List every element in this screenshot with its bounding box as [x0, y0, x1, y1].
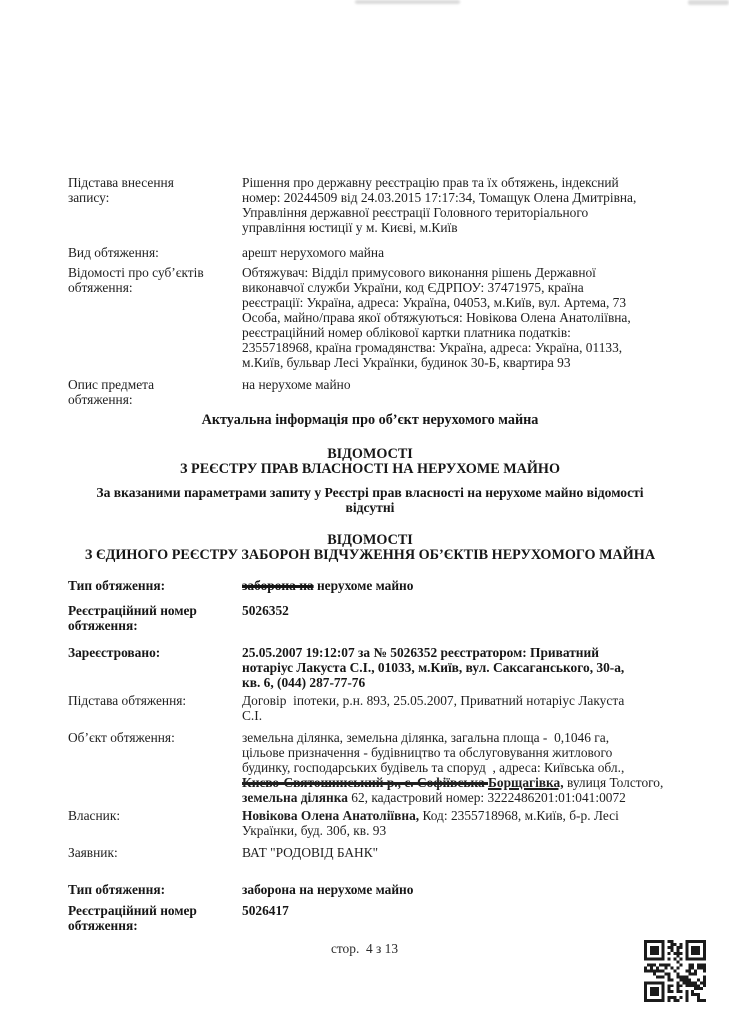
row-prohibition1-regnumber [68, 603, 672, 633]
field-value: земельна ділянка, земельна ділянка, загальна площа - 0,1046 га, цільове призначення - будівництво та обслуговування житлового будинку, господарських будівель та споруд , адреса: Київська обл., Києво-Святошинський р., с. Софіївська Борщагівка, вулиця Толстого, земельна ділянка 62, кадастровий номер: 3222486201:01:041:0072 [242, 730, 664, 805]
field-label: Вид обтяження: [68, 245, 159, 260]
field-label: Відомості про суб’єктів обтяження: [68, 265, 204, 295]
field-value: ВАТ "РОДОВІД БАНК" [242, 845, 379, 860]
heading-register-title: З РЕЄСТРУ ПРАВ ВЛАСНОСТІ НА НЕРУХОМЕ МАЙНО [180, 461, 560, 477]
field-value: 5026352 [242, 603, 289, 618]
field-label: Реєстраційний номер обтяження: [68, 603, 197, 633]
row-prohibition1-owner [68, 808, 672, 838]
field-label: Об’єкт обтяження: [68, 730, 175, 745]
no-records-note [68, 485, 672, 515]
field-label: Підстава внесення запису: [68, 175, 174, 205]
field-label: Реєстраційний номер обтяження: [68, 903, 197, 933]
field-value: арешт нерухомого майна [242, 245, 385, 260]
no-records-line: За вказаними параметрами запиту у Реєстрі прав власності на нерухоме майно відомості [96, 485, 644, 500]
scan-artifact-top-right [688, 0, 729, 5]
row-object-description [68, 377, 672, 407]
heading-prohibition-register [68, 533, 672, 563]
row-prohibition1-type [68, 578, 672, 593]
heading-vidomosti: ВІДОМОСТІ [327, 446, 413, 462]
row-subjects [68, 265, 672, 370]
heading-vidomosti: ВІДОМОСТІ [327, 532, 413, 548]
row-prohibition1-object [68, 730, 672, 805]
row-basis-entry [68, 175, 672, 235]
field-label: Зареєстровано: [68, 645, 161, 660]
field-value: заборона на нерухоме майно [242, 882, 414, 897]
qr-code-icon [644, 940, 706, 1002]
field-value: Обтяжувач: Відділ примусового виконання рішень Державної виконавчої служби України, код ЄДРПОУ: 37471975, країна реєстрації: Україна, адреса: Україна, 04053, м.Київ, вул. Артема, 73 Особа, майно/права якої обтяжуються: Новікова Олена Анатоліївна, реєстраційний номер облікової картки платника податків: 2355718968, країна громадянства: Україна, адреса: Україна, 01133, м.Київ, бульвар Лесі Українки, будинок 30-Б, квартира 93 [242, 265, 631, 370]
page-number: стор. 4 з 13 [330, 941, 399, 956]
field-label: Власник: [68, 808, 121, 823]
row-prohibition1-applicant [68, 845, 672, 860]
field-value: Рішення про державну реєстрацію прав та їх обтяжень, індексний номер: 20244509 від 24.03.2015 17:17:34, Томащук Олена Дмитрівна, Управління державної реєстрації Головного територіального управління юстиції у м. Києві, м.Київ [242, 175, 637, 235]
document-content [68, 175, 672, 933]
row-encumbrance-kind [68, 245, 672, 260]
scan-artifact-top-center [355, 0, 460, 4]
field-value: заборона на нерухоме майно [242, 578, 414, 593]
field-label: Заявник: [68, 845, 118, 860]
field-label: Підстава обтяження: [68, 693, 187, 708]
no-records-line: відсутні [345, 500, 395, 515]
row-prohibition1-basis [68, 693, 672, 723]
field-label: Опис предмета обтяження: [68, 377, 155, 407]
field-value: Договір іпотеки, р.н. 893, 25.05.2007, Приватний нотаріус Лакуста С.І. [242, 693, 625, 723]
row-prohibition2-type [68, 882, 672, 897]
field-value: Новікова Олена Анатоліївна, Код: 2355718968, м.Київ, б-р. Лесі Українки, буд. 30б, кв. 93 [242, 808, 619, 838]
heading-register-of-rights [68, 447, 672, 477]
field-label: Тип обтяження: [68, 578, 166, 593]
field-value: 25.05.2007 19:12:07 за № 5026352 реєстратором: Приватний нотаріус Лакуста С.І., 01033, м.Київ, вул. Саксаганського, 30-а, кв. 6, (044) 287-77-76 [242, 645, 625, 690]
row-prohibition2-regnumber [68, 903, 672, 933]
heading-actual-info: Актуальна інформація про об’єкт нерухомого майна [201, 412, 539, 428]
field-label: Тип обтяження: [68, 882, 166, 897]
field-value: на нерухоме майно [242, 377, 351, 392]
field-value: 5026417 [242, 903, 289, 918]
heading-prohibition-title: З ЄДИНОГО РЕЄСТРУ ЗАБОРОН ВІДЧУЖЕННЯ ОБ’ЄКТІВ НЕРУХОМОГО МАЙНА [84, 547, 656, 563]
row-prohibition1-registered [68, 645, 672, 690]
